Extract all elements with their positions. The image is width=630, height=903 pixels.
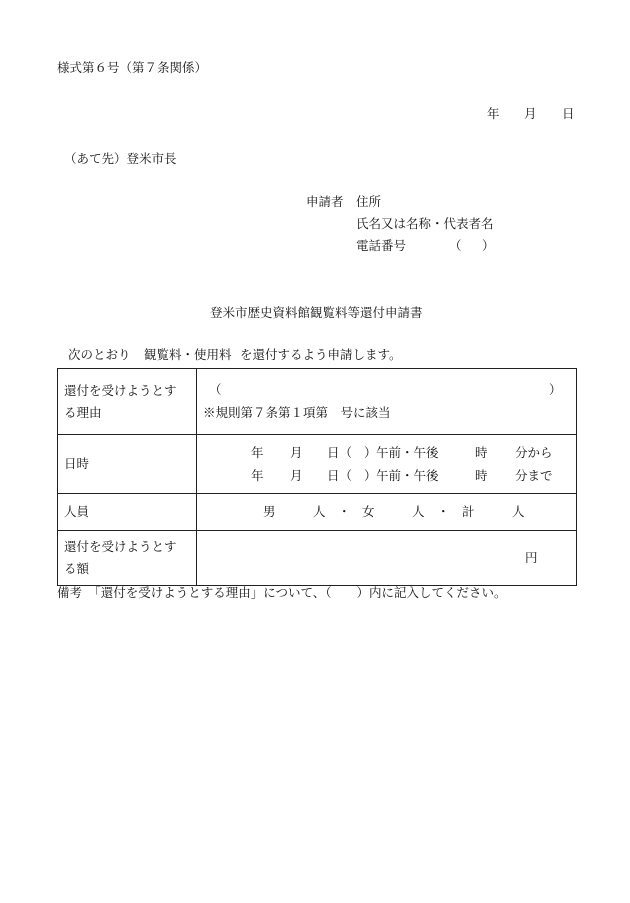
datetime-to-ampm: 午前・午後 [376,468,439,483]
intro-suffix: を還付するよう申請します。 [240,347,402,362]
reason-paren-open: （ [209,382,222,397]
datetime-label-text: 日時 [64,456,90,471]
reason-paren-close: ） [549,382,562,397]
persons-male-unit: 人 [313,504,326,519]
persons-female-label: 女 [362,504,375,519]
reason-value-cell[interactable] [197,369,577,435]
datetime-from-minute: 分から [515,445,553,460]
amount-label [58,531,197,586]
persons-male-label: 男 [263,504,276,519]
reason-rule-note: ※規則第７条第１項第 号に該当 [203,405,391,420]
datetime-label [58,435,197,494]
applicant-address-label: 住所 [356,194,382,209]
phone-paren-close: ） [482,238,495,253]
datetime-from-ampm: 午前・午後 [376,445,439,460]
applicant-phone-label: 電話番号 [356,238,407,253]
datetime-from-month: 月 [290,445,303,460]
application-table [57,368,577,586]
reason-label [58,369,197,435]
amount-unit: 円 [525,550,538,565]
persons-female-unit: 人 [412,504,425,519]
persons-label [58,494,197,531]
applicant-label: 申請者 [306,194,344,209]
persons-label-text: 人員 [64,504,90,519]
intro-fees: 観覧料・使用料 [144,347,232,362]
date-month-label: 月 [524,106,537,121]
persons-separator-1: ・ [338,504,351,519]
persons-total-unit: 人 [512,504,525,519]
addressee: （あて先）登米市長 [64,151,177,166]
datetime-row [58,435,577,494]
datetime-from-year: 年 [251,445,264,460]
persons-row [58,494,577,531]
datetime-from-day-close: ） [364,445,377,460]
amount-label-line2: る額 [64,561,90,576]
datetime-to-hour: 時 [475,468,488,483]
reason-label-line2: る理由 [64,404,102,420]
document-title: 登米市歴史資料館観覧料等還付申請書 [210,305,423,320]
datetime-to-day: 日（ [327,468,353,483]
persons-value-cell[interactable] [197,494,577,531]
amount-row [58,531,577,586]
persons-total-label: 計 [462,504,475,519]
form-number: 様式第６号（第７条関係） [57,60,208,75]
datetime-to-month: 月 [290,468,303,483]
amount-label-line1: 還付を受けようとす [64,539,177,554]
date-year-label: 年 [487,106,500,121]
datetime-from-day: 日（ [327,445,353,460]
remark-note: 備考 「還付を受けようとする理由」について、（ ）内に記入してください。 [57,585,507,600]
persons-separator-2: ・ [437,504,450,519]
date-day-label: 日 [562,106,575,121]
datetime-from-hour: 時 [475,445,488,460]
reason-row [58,369,577,435]
datetime-to-year: 年 [251,468,264,483]
datetime-to-minute: 分まで [515,468,553,483]
datetime-value-cell[interactable] [197,435,577,494]
applicant-name-label: 氏名又は名称・代表者名 [356,216,494,231]
amount-value-cell[interactable] [197,531,577,586]
reason-label-line1: 還付を受けようとす [64,382,177,398]
intro-prefix: 次のとおり [68,347,131,362]
phone-paren-open: （ [449,238,462,253]
datetime-to-day-close: ） [364,468,377,483]
